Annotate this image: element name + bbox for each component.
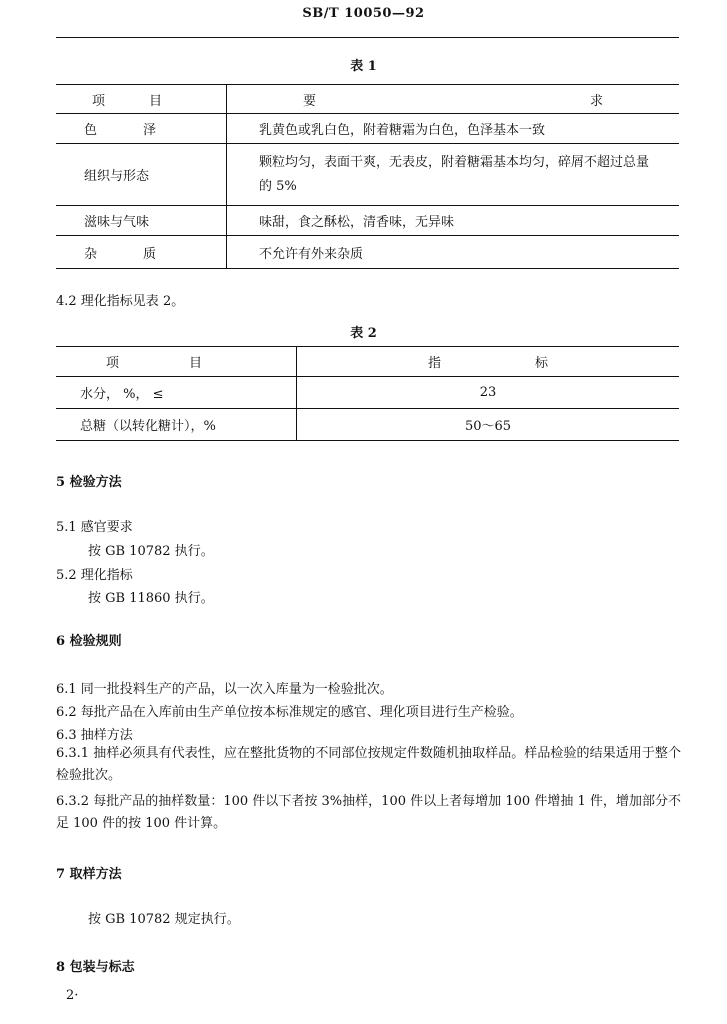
table1-caption: 表 1 [350, 59, 377, 74]
table1-row4-req: 不允许有外来杂质 [227, 236, 680, 269]
header-rule [56, 37, 679, 38]
section-6-2: 6.2 每批产品在入库前由生产单位按本标准规定的感官、理化项目进行生产检验。 [56, 705, 523, 720]
table1-row1-item: 色 泽 [56, 114, 227, 144]
table2-row1-value: 23 [297, 377, 680, 409]
table2-row1-item: 水分， %， ≤ [56, 377, 297, 409]
section-5-2-heading: 5.2 理化指标 [56, 568, 133, 583]
table-row [56, 206, 679, 236]
table2 [56, 346, 679, 441]
page-number: 2· [66, 988, 79, 1003]
section-6-3-heading: 6.3 抽样方法 [56, 728, 133, 743]
table-row [56, 114, 679, 144]
section-8-heading: 8 包装与标志 [56, 960, 135, 975]
table-row [56, 377, 679, 409]
table-row [56, 144, 679, 206]
table2-head-item: 项 目 [56, 347, 297, 377]
section-6-3-2: 6.3.2 每批产品的抽样数量：100 件以下者按 3%抽样，100 件以上者每增加 100 件增抽 1 件，增加部分不足 100 件的按 100 件计算。 [56, 794, 681, 831]
table2-caption: 表 2 [350, 326, 377, 341]
section-7-text: 按 GB 10782 规定执行。 [88, 912, 240, 927]
section-6-3-1: 6.3.1 抽样必须具有代表性，应在整批货物的不同部位按规定件数随机抽取样品。样品检验的结果适用于整个检验批次。 [56, 746, 681, 783]
table-row [56, 236, 679, 269]
section-5-1-heading: 5.1 感官要求 [56, 520, 133, 535]
section-7-heading: 7 取样方法 [56, 867, 122, 882]
table2-row2-item: 总糖（以转化糖计），% [56, 409, 297, 441]
table1-row2-item: 组织与形态 [56, 144, 227, 206]
table1-head-req: 要 求 [303, 93, 603, 109]
table1-row3-item: 滋味与气味 [56, 206, 227, 236]
page-header: SB/T 10050—92 [302, 6, 425, 21]
table2-header-row [56, 347, 679, 377]
section-6-heading: 6 检验规则 [56, 634, 122, 649]
section-5-heading: 5 检验方法 [56, 475, 122, 490]
table-row [56, 409, 679, 441]
table1 [56, 84, 679, 269]
table2-head-value: 指 标 [428, 356, 548, 371]
section-5-1-text: 按 GB 10782 执行。 [88, 544, 214, 559]
table1-row2-req: 颗粒均匀，表面干爽，无表皮，附着糖霜基本均匀，碎屑不超过总量的 5% [227, 144, 680, 206]
table1-row3-req: 味甜，食之酥松，清香味，无异味 [227, 206, 680, 236]
table1-head-item: 项 目 [56, 85, 227, 114]
section-5-2-text: 按 GB 11860 执行。 [88, 591, 214, 606]
table1-row1-req: 乳黄色或乳白色，附着糖霜为白色，色泽基本一致 [227, 114, 680, 144]
table1-header-row [56, 85, 679, 114]
table2-row2-value: 50～65 [297, 409, 680, 441]
para-4-2: 4.2 理化指标见表 2。 [56, 294, 185, 309]
section-6-1: 6.1 同一批投料生产的产品，以一次入库量为一检验批次。 [56, 682, 393, 697]
table1-row4-item: 杂 质 [56, 236, 227, 269]
